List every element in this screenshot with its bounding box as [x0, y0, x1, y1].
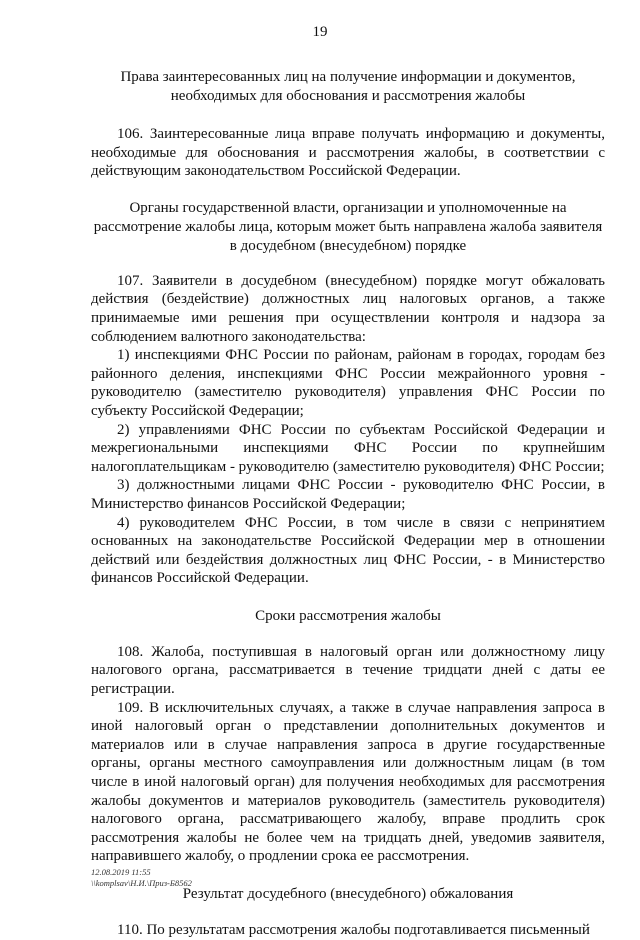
section-heading-result: Результат досудебного (внесудебного) обжалования [182, 886, 514, 902]
list-item-2: 2) управлениями ФНС России по субъектам Российской Федерации и межрегиональными инспекциями ФНС России по крупнейшим налогоплательщикам - руководителю (заместителю руководителя) ФНС России; [91, 421, 605, 475]
section-heading-terms: Сроки рассмотрения жалобы [255, 607, 441, 624]
paragraph-107: 107. Заявители в досудебном (внесудебном) порядке могут обжаловать действия (бездействие) должностных лиц налоговых органов, а также принимаемые ими решения при осуществлении контроля и надзора за соблюдением валютного законодательства: [91, 272, 605, 345]
footer-file-path: \\komplsav\Н.И.\Приз-Б8562 [91, 878, 192, 888]
list-item-4: 4) руководителем ФНС России, в том числе в связи с непринятием основанных на законодательстве Российской Федерации мер в отношении действий или бездействия должностных лиц ФНС России, - в Министерство финансов Российской Федерации. [91, 514, 605, 587]
section-heading-rights: Права заинтересованных лиц на получение информации и документов, необходимых для обоснования и рассмотрения жалобы [120, 69, 576, 104]
footer-timestamp: 12.08.2019 11:55 [91, 867, 151, 877]
paragraph-110: 110. По результатам рассмотрения жалобы подготавливается письменный [117, 922, 590, 938]
paragraph-108: 108. Жалоба, поступившая в налоговый орган или должностному лицу налогового органа, рассматривается в течение тридцати дней с даты ее регистрации. [91, 643, 605, 698]
page-number: 19 [312, 24, 328, 40]
document-body [91, 64, 605, 940]
section-heading-authorities: Органы государственной власти, организации и уполномоченные на рассмотрение жалобы лица, которым может быть направлена жалоба заявителя в досудебном (внесудебном) порядке [93, 199, 603, 254]
paragraph-109: 109. В исключительных случаях, а также в случае направления запроса в иной налоговый орган о представлении дополнительных документов и материалов или в случае направления запроса в другие государственные органы, органы местного самоуправления или должностным лицам (в том числе в иной налоговый орган) для получения необходимых для рассмотрения жалобы документов и материалов руководитель (заместитель руководителя) налогового органа, рассматривающего жалобу, вправе продлить срок рассмотрения жалобы не более чем на тридцать дней, уведомив заявителя, направившего жалобу, о продлении срока ее рассмотрения. [91, 699, 605, 865]
list-item-3: 3) должностными лицами ФНС России - руководителю ФНС России, в Министерство финансов Российской Федерации; [91, 477, 605, 512]
document-footer [91, 867, 192, 889]
paragraph-106: 106. Заинтересованные лица вправе получать информацию и документы, необходимые для обоснования и рассмотрения жалобы, в соответствии с действующим законодательством Российской Федерации. [91, 126, 605, 180]
list-item-1: 1) инспекциями ФНС России по районам, районам в городах, городам без районного деления, инспекциями ФНС России межрайонного уровня - руководителю (заместителю руководителя) управления ФНС России по субъекту Российской Федерации; [91, 347, 605, 419]
